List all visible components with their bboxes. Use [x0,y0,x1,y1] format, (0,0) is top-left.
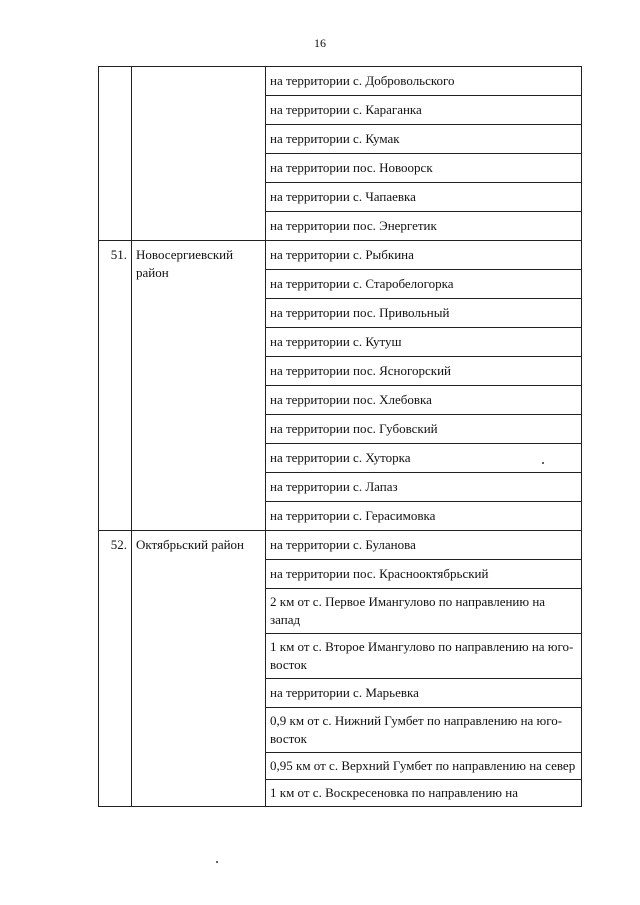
location-cell: 0,95 км от с. Верхний Гумбет по направлению на север [266,753,582,780]
location-cell: на территории с. Чапаевка [266,183,582,212]
table-row [99,241,582,270]
location-cell: на территории пос. Губовский [266,415,582,444]
location-cell: на территории с. Кумак [266,125,582,154]
page-number: 16 [314,36,326,50]
scan-speck [216,861,218,863]
location-cell: 0,9 км от с. Нижний Гумбет по направлению на юго-восток [266,708,582,753]
location-cell: на территории с. Добровольского [266,67,582,96]
location-cell: на территории с. Лапаз [266,473,582,502]
location-cell: на территории пос. Хлебовка [266,386,582,415]
location-cell: 1 км от с. Воскресеновка по направлению на [266,780,582,807]
row-number [99,67,132,241]
row-number: 51. [99,241,132,531]
location-cell: на территории с. Рыбкина [266,241,582,270]
location-cell: на территории с. Старобелогорка [266,270,582,299]
location-cell: на территории с. Кутуш [266,328,582,357]
location-cell: 1 км от с. Второе Имангулово по направлению на юго-восток [266,634,582,679]
locations-table [98,66,582,807]
district-name [132,67,266,241]
location-cell: на территории с. Герасимовка [266,502,582,531]
location-cell: на территории пос. Энергетик [266,212,582,241]
district-name: Новосергиевский район [132,241,266,531]
district-name: Октябрьский район [132,531,266,807]
location-cell: на территории пос. Краснооктябрьский [266,560,582,589]
location-cell: на территории с. Марьевка [266,679,582,708]
location-cell: на территории с. Хуторка [266,444,582,473]
location-cell: 2 км от с. Первое Имангулово по направлению на запад [266,589,582,634]
location-cell: на территории с. Буланова [266,531,582,560]
location-cell: на территории пос. Привольный [266,299,582,328]
location-cell: на территории с. Караганка [266,96,582,125]
location-cell: на территории пос. Ясногорский [266,357,582,386]
scan-speck [542,462,544,464]
table-row [99,531,582,560]
table-row [99,67,582,96]
row-number: 52. [99,531,132,807]
location-cell: на территории пос. Новоорск [266,154,582,183]
